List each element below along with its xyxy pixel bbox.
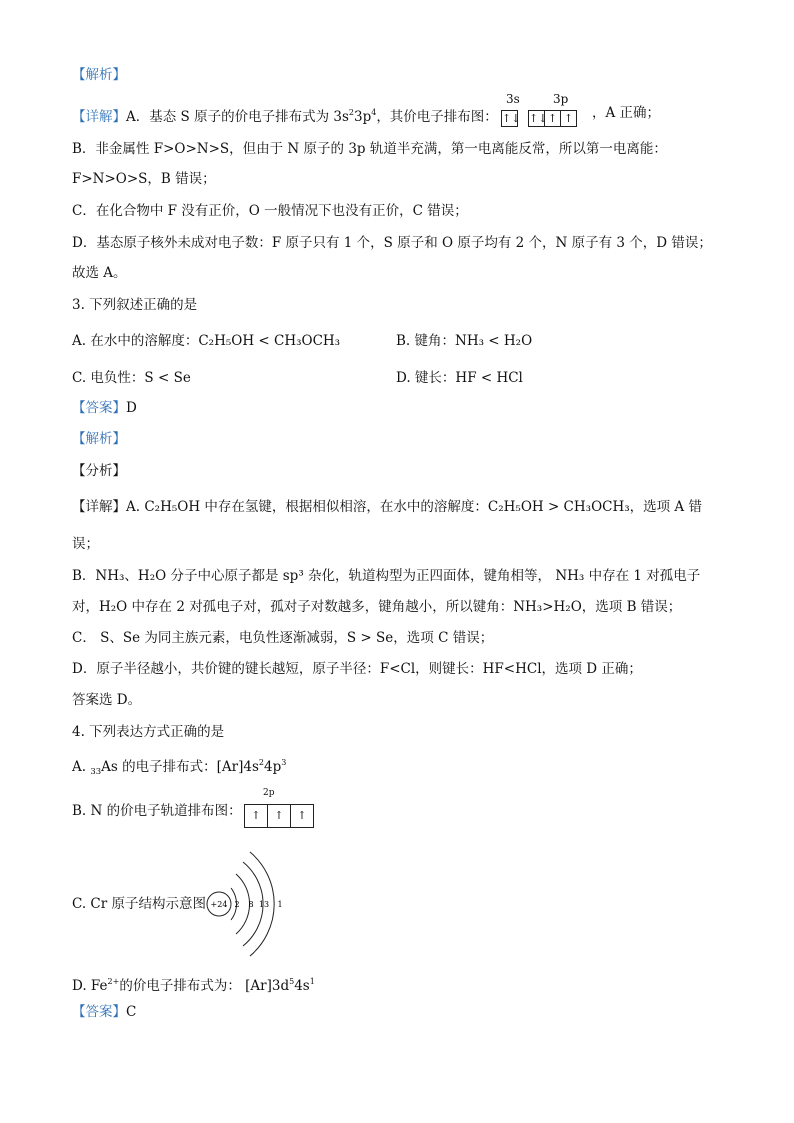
orbital-box: ↑ [544, 110, 561, 127]
q3-detail-c: C． S、Se 为同主族元素，电负性逐渐减弱，S > Se，选项 C 错误； [72, 630, 494, 646]
text: 4s [294, 978, 310, 994]
orbital-label-3p: 3p [553, 92, 569, 106]
sup: 2 [348, 108, 354, 117]
q4-answer [72, 1003, 136, 1021]
q3-option-c: C. 电负性：S < Se [72, 370, 191, 386]
text: D. Fe [72, 978, 108, 994]
sup: 2+ [107, 977, 120, 986]
text: ，其价电子排布图： [376, 109, 498, 125]
shell-count: 1 [277, 900, 283, 909]
answer-value: C [126, 1004, 137, 1020]
orbital-box: ↑ [267, 804, 291, 828]
q4-option-d [72, 973, 315, 995]
detail-tag: 【详解】 [72, 109, 126, 125]
analysis-heading-2: 【解析】 [72, 431, 126, 447]
q3-detail-a2: 误； [72, 536, 99, 552]
question-4-stem: 4. 下列表达方式正确的是 [72, 724, 225, 740]
shell-count: 8 [248, 900, 254, 909]
q3-detail-d: D．原子半径越小，共价键的键长越短，原子半径：F<Cl，则键长：HF<HCl，选项 D 正确； [72, 661, 642, 677]
text: A．基态 S 原子的价电子排布式为 3s [126, 109, 349, 125]
q4-option-b: B. N 的价电子轨道排布图： [72, 803, 242, 819]
text: 4p [264, 759, 282, 775]
orbital-box: ↑ [560, 110, 577, 127]
shell-count: 2 [234, 900, 240, 909]
nucleus-label: +24 [210, 900, 228, 909]
answer-value: D [126, 400, 137, 416]
text: ，A 正确； [592, 105, 661, 121]
answer-tag: 【答案】 [72, 400, 126, 416]
orbital-box: ↑ [290, 804, 314, 828]
sub: 33 [90, 767, 102, 777]
detail-line-a [72, 104, 498, 126]
question-3-stem: 3. 下列叙述正确的是 [72, 297, 198, 313]
text: A. C₂H₅OH 中存在氢键，根据相似相溶，在水中的溶解度：C₂H₅OH > CH₃OCH₃，选项 A 错 [126, 499, 702, 515]
orbital-label-3s: 3s [506, 92, 520, 106]
sup: 2 [258, 758, 264, 767]
sup: 4 [371, 108, 377, 117]
text: 3p [353, 109, 372, 125]
analysis-heading-1: 【解析】 [72, 67, 126, 83]
orbital-box: ↑ [244, 804, 268, 828]
sup: 1 [309, 977, 315, 986]
q3-option-d: D. 键长：HF < HCl [396, 370, 523, 386]
detail-line-b2: F>N>O>S，B 错误； [72, 171, 216, 187]
q3-option-b: B. 键角：NH₃ < H₂O [396, 333, 533, 349]
q4-option-a [72, 754, 286, 781]
q3-answer [72, 399, 137, 417]
detail-line-c: C．在化合物中 F 没有正价，O 一般情况下也没有正价，C 错误； [72, 203, 468, 219]
text: As 的电子排布式：[Ar]4s [101, 759, 259, 775]
q4-option-c: C. Cr 原子结构示意图 [72, 896, 207, 912]
detail-line-d: D．基态原子核外未成对电子数：F 原子只有 1 个，S 原子和 O 原子均有 2 个，N 原子有 3 个，D 错误； [72, 235, 712, 251]
sup: 5 [289, 977, 295, 986]
q3-detail-a [72, 498, 702, 516]
orbital-box: ↑↓ [502, 112, 521, 125]
conclusion: 故选 A。 [72, 265, 127, 281]
cr-atom-structure-diagram [200, 848, 300, 958]
text: A. [72, 759, 91, 775]
q3-conclusion: 答案选 D。 [72, 692, 142, 708]
detail-tag: 【详解】 [72, 499, 126, 515]
shell-count: 13 [258, 900, 270, 909]
orbital-label-2p: 2p [263, 788, 275, 798]
orbital-box: ↑↓ [529, 112, 548, 125]
q3-option-a: A. 在水中的溶解度：C₂H₅OH < CH₃OCH₃ [72, 333, 341, 349]
q3-detail-b2: 对，H₂O 中存在 2 对孤电子对，孤对子对数越多，键角越小，所以键角：NH₃>H₂O，选项 B 错误； [72, 599, 682, 615]
text: 的价电子排布式为： [Ar]3d [119, 978, 290, 994]
answer-tag: 【答案】 [72, 1004, 126, 1020]
q3-detail-b: B．NH₃、H₂O 分子中心原子都是 sp³ 杂化，轨道构型为正四面体，键角相等， NH₃ 中存在 1 对孤电子 [72, 568, 701, 584]
fenxi-heading: 【分析】 [72, 463, 126, 479]
detail-line-b: B．非金属性 F>O>N>S，但由于 N 原子的 3p 轨道半充满，第一电离能反常，所以第一电离能： [72, 141, 667, 157]
sup: 3 [281, 758, 287, 767]
